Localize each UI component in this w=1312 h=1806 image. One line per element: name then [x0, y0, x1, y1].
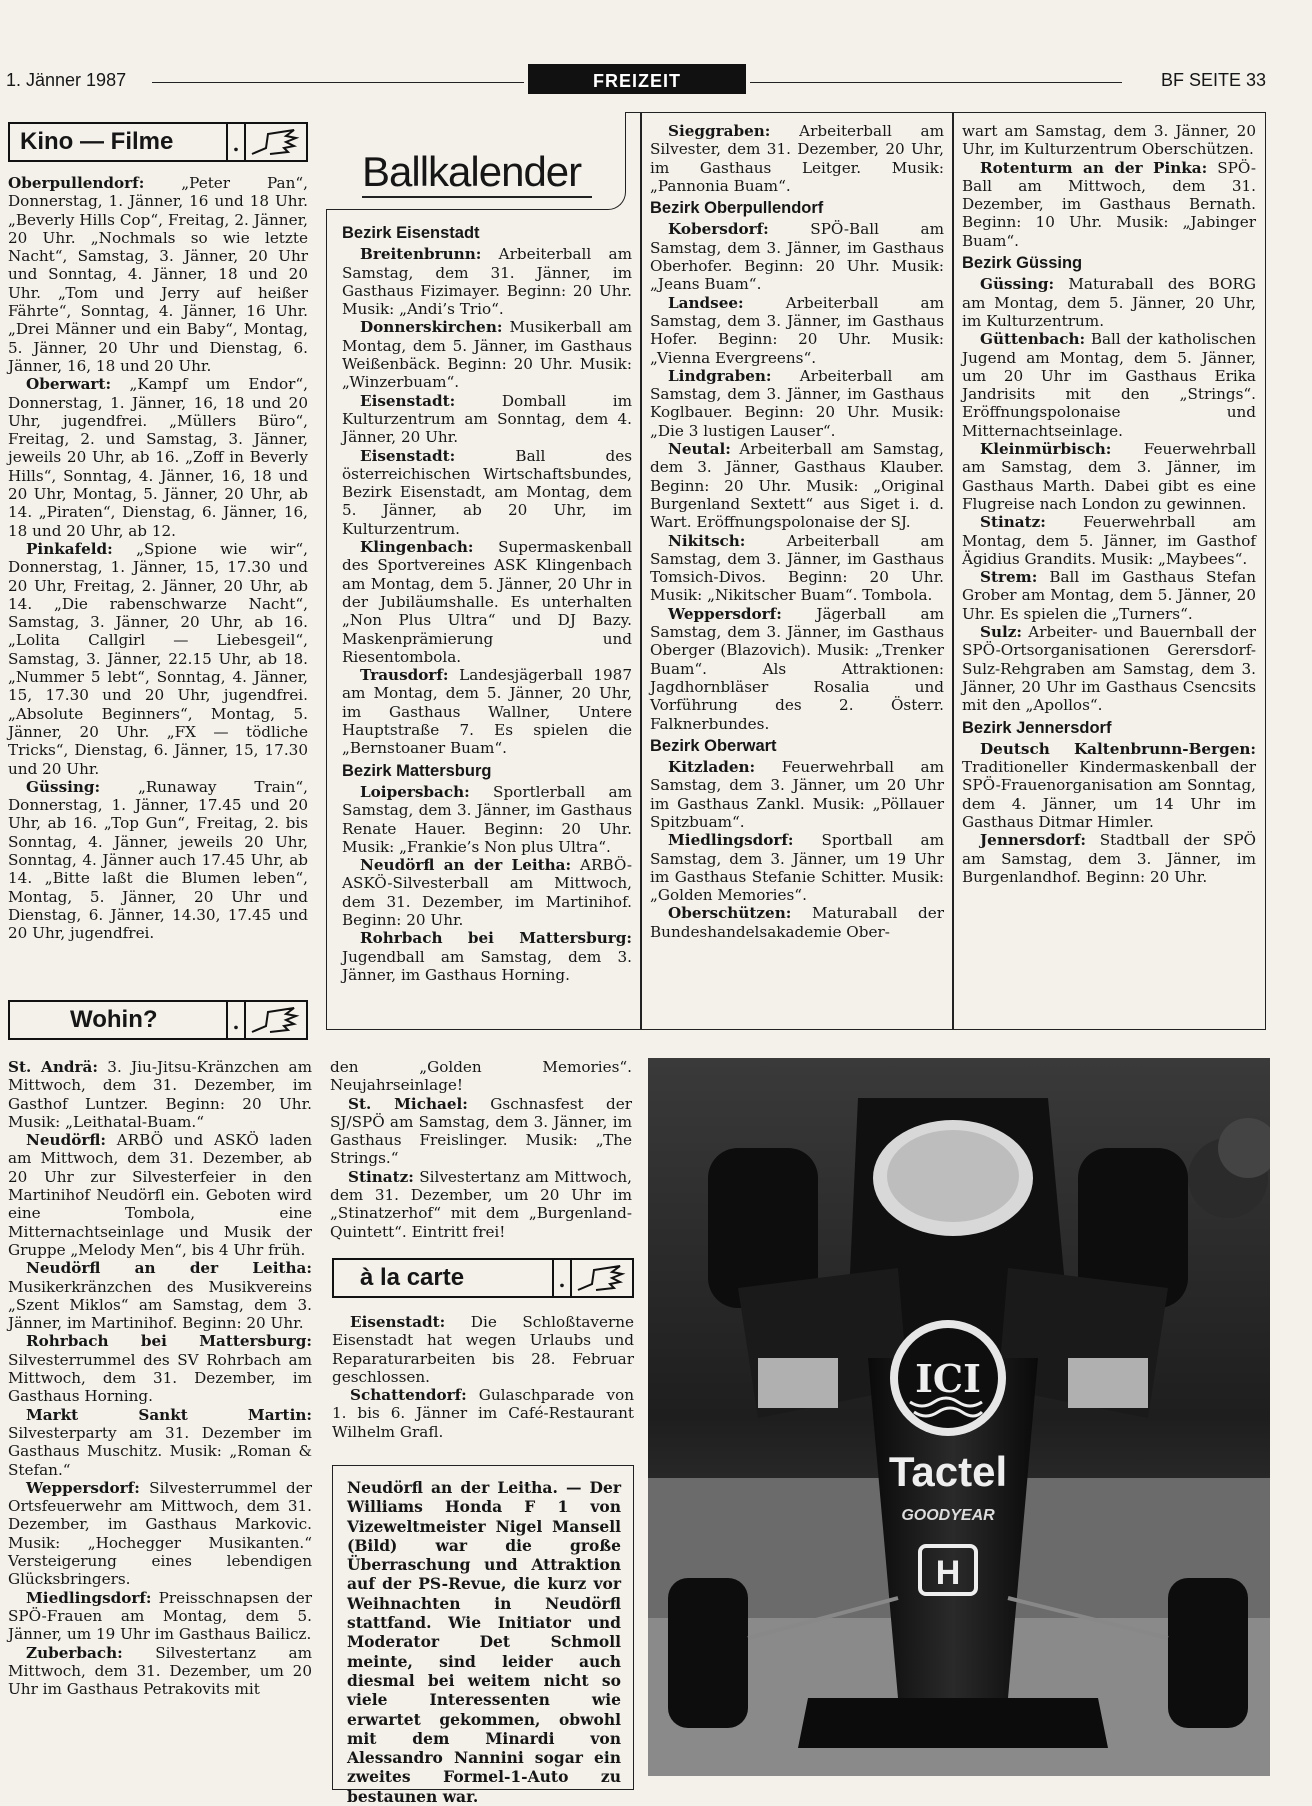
- list-item: St. Andrä: 3. Jiu-Jitsu-Kränzchen am Mittwoch, dem 31. Dezember, im Gasthof Luntzer. Beginn: 20 Uhr. Musik: „Leithatal-Buam.“: [8, 1058, 312, 1131]
- issue-date: 1. Jänner 1987: [6, 70, 127, 90]
- list-item: Neudörfl an der Leitha: Musikerkränzchen des Musikvereins „Szent Miklos“ am Samstag, dem 3. Jänner, im Martinihof. Beginn: 20 Uhr.: [8, 1259, 312, 1333]
- header-rule-left: [152, 82, 524, 83]
- list-item: Neudörfl: ARBÖ und ASKÖ laden am Mittwoch, dem 31. Dezember, ab 20 Uhr zur Silvesterfeier in den Martinihof Neudörfl ein. Geboten wird eine Tombola, eine Mitternachtseinlage und Musik der Gruppe „Melody Men“, bis 4 Uhr früh.: [8, 1131, 312, 1259]
- list-item: St. Michael: Gschnasfest der SJ/SPÖ am Samstag, dem 3. Jänner, im Gasthaus Freislinger. Musik: „The Strings.“: [330, 1094, 633, 1168]
- page-number: BF SEITE 33: [1160, 70, 1266, 90]
- list-item: Eisenstadt: Ball des österreichischen Wirtschaftsbundes, Bezirk Eisenstadt, am Montag, dem 5. Jänner, ab 20 Uhr, im Kulturzentrum.: [342, 446, 632, 538]
- column-rule: [640, 112, 642, 1030]
- list-item: Rotenturm an der Pinka: SPÖ-Ball am Mittwoch, dem 31. Dezember, im Gasthaus Bernath. Beginn: 10 Uhr. Musik: „Jabinger Buam“.: [962, 158, 1256, 250]
- kino-title: Kino — Filme: [20, 128, 174, 155]
- ballkalender-title-box: [326, 112, 626, 210]
- list-item: Weppersdorf: Silvesterrummel der Ortsfeuerwehr am Mittwoch, dem 31. Dezember, im Gasthaus Markovic. Musik: „Hochegger Musikanten.“ Versteigerung eines lebendigen Glücksbringers.: [8, 1478, 312, 1589]
- header-dot: .: [226, 124, 246, 160]
- wohin-text-col1: [8, 1058, 312, 1698]
- list-item: Güssing: „Runaway Train“, Donnerstag, 1. Jänner, 17.45 und 20 Uhr, ab 16. „Top Gun“, Freitag, 2. bis Sonntag, 4. Jänner, jeweils 20 Uhr, Sonntag, 4. Jänner auch 17.45 Uhr, ab 14. „Bitte laßt die Blumen leben“, Montag, 5. Jänner, 20 Uhr und Dienstag, 6. Jänner, 14.30, 17.45 und 20 Uhr, jugendfrei.: [8, 777, 308, 943]
- ball-col3: [962, 122, 1256, 886]
- column-rule: [952, 112, 954, 1030]
- list-item: Landsee: Arbeiterball am Samstag, dem 3. Jänner, im Gasthaus Hofer. Beginn: 20 Uhr. Musik: „Vienna Evergreens“.: [650, 293, 944, 367]
- photo-caption: Neudörfl an der Leitha. — Der Williams Honda F 1 von Vizeweltmeister Nigel Mansell (Bild) war die große Überraschung und Attraktion auf der PS-Revue, die kurz vor Weihnachten in Neudörfl stattfand. Wie Initiator und Moderator Det Schmoll meinte, sind leider auch diesmal bei weitem nicht so viele Interessenten wie erwartet gekommen, obwohl mit dem Minardi von Alessandro Nannini sogar ein zweites Formel-1-Auto zu bestaunen war.: [332, 1465, 634, 1790]
- list-item: Donnerskirchen: Musikerball am Montag, dem 5. Jänner, im Gasthaus Weißenbäck. Beginn: 20 Uhr. Musik: „Winzerbuam“.: [342, 318, 632, 392]
- list-item: Trausdorf: Landesjägerball 1987 am Montag, dem 5. Jänner, 20 Uhr, im Gasthaus Wallner, Untere Hauptstraße 7. Es spielen die „Bernstoaner Buam“.: [342, 666, 632, 758]
- list-item: wart am Samstag, dem 3. Jänner, 20 Uhr, im Kulturzentrum Oberschützen.: [962, 122, 1256, 159]
- sponsor-goodyear: GOODYEAR: [901, 1507, 995, 1524]
- ball-col1: [342, 220, 632, 984]
- list-item: Rohrbach bei Mattersburg: Silvesterrummel des SV Rohrbach am Mittwoch, dem 31. Dezember, im Gasthaus Horning.: [8, 1332, 312, 1406]
- header-rule-right: [750, 82, 1122, 83]
- list-item: Pinkafeld: „Spione wie wir“, Donnerstag, 1. Jänner, 15, 17.30 und 20 Uhr, Freitag, 2. Jänner, 20 Uhr, ab 14. „Die rabenschwarze Nacht“, Samstag, 3. Jänner, 20 Uhr, ab 16. „Lolita Callgirl — Liebesgeil“, Samstag, 3. Jänner, 22.15 Uhr, ab 18. „Nummer 5 lebt“, Sonntag, 4. Jänner, 15, 17.30 und 20 Uhr, jugendfrei. „Absolute Beginners“, Montag, 5. Jänner, 20 Uhr. „FX — tödliche Tricks“, Dienstag, 6. Jänner, 15, 17.30 und 20 Uhr.: [8, 539, 308, 778]
- list-item: Markt Sankt Martin: Silvesterparty am 31. Dezember im Gasthaus Muschitz. Musik: „Roman & Stefan.“: [8, 1405, 312, 1479]
- wohin-title: Wohin?: [70, 1006, 158, 1033]
- list-item: Jennersdorf: Stadtball der SPÖ am Samstag, dem 3. Jänner, im Burgenlandhof. Beginn: 20 Uhr.: [962, 831, 1256, 886]
- list-item: Rohrbach bei Mattersburg: Jugendball am Samstag, dem 3. Jänner, im Gasthaus Horning.: [342, 929, 632, 984]
- kino-header: [8, 122, 308, 162]
- list-item: Sulz: Arbeiter- und Bauernball der SPÖ-Ortsorganisationen Gerersdorf-Sulz-Rehgraben am Samstag, dem 3. Jänner, 20 Uhr im Gasthaus Csencsits mit den „Apollos“.: [962, 623, 1256, 715]
- district-heading: Bezirk Oberpullendorf: [650, 199, 824, 218]
- title-underline: [362, 196, 592, 198]
- list-item: Nikitsch: Arbeiterball am Samstag, dem 3. Jänner, im Gasthaus Tomsich-Divos. Beginn: 20 Uhr. Musik: „Nikitscher Buam“. Tombola.: [650, 531, 944, 605]
- sponsor-ici-logo: ICI: [915, 1356, 981, 1401]
- list-item: Stinatz: Silvestertanz am Mittwoch, dem 31. Dezember, um 20 Uhr im „Stinatzerhof“ mit dem „Burgenland-Quintett“. Eintritt frei!: [330, 1167, 632, 1241]
- list-item: Zuberbach: Silvestertanz am Mittwoch, dem 31. Dezember, um 20 Uhr im Gasthaus Petrakovits mit: [8, 1643, 312, 1699]
- kino-text: [8, 174, 308, 942]
- ball-col2: [650, 122, 944, 941]
- carte-text: [332, 1313, 634, 1441]
- list-item: Neudörfl an der Leitha: ARBÖ-ASKÖ-Silvesterball am Mittwoch, dem 31. Dezember, im Martinihof. Beginn: 20 Uhr.: [342, 856, 632, 929]
- list-item: Klingenbach: Supermaskenball des Sportvereines ASK Klingenbach am Montag, dem 5. Jänner, 20 Uhr in der Jubiläumshalle. Es unterhalten „Non Plus Ultra“ und DJ Bazy. Maskenprämierung und Riesentombola.: [342, 538, 632, 666]
- list-item: den „Golden Memories“. Neujahrseinlage!: [330, 1058, 632, 1095]
- header-dot: .: [552, 1260, 572, 1296]
- pointing-hand-icon: [572, 1260, 632, 1296]
- list-item: Deutsch Kaltenbrunn-Bergen: Traditioneller Kindermaskenball der SPÖ-Frauenorganisation am Sonntag, dem 4. Jänner, um 14 Uhr im Gasthaus Ditmar Himler.: [962, 739, 1256, 831]
- list-item: Loipersbach: Sportlerball am Samstag, dem 3. Jänner, im Gasthaus Renate Hauer. Beginn: 20 Uhr. Musik: „Frankie’s Non plus Ultra“.: [342, 782, 632, 856]
- district-heading: Bezirk Mattersburg: [342, 761, 492, 780]
- sponsor-tactel: Tactel: [888, 1448, 1008, 1495]
- list-item: Eisenstadt: Die Schloßtaverne Eisenstadt hat wegen Urlaubs und Reparaturarbeiten bis 28. Februar geschlossen.: [332, 1313, 634, 1386]
- district-heading: Bezirk Jennersdorf: [962, 718, 1112, 737]
- list-item: Sieggraben: Arbeiterball am Silvester, dem 31. Dezember, 20 Uhr, im Gasthaus Leitger. Musik: „Pannonia Buam“.: [650, 122, 944, 195]
- list-item: Neutal: Arbeiterball am Samstag, dem 3. Jänner, Gasthaus Klauber. Beginn: 20 Uhr. Musik: „Original Burgenland Sextett“ aus Siget i. d. Wart. Eröffnungspolonaise der SJ.: [650, 440, 944, 532]
- list-item: Strem: Ball im Gasthaus Stefan Grober am Montag, dem 5. Jänner, 20 Uhr. Es spielen die „Turners“.: [962, 568, 1256, 623]
- wohin-header: [8, 1000, 308, 1040]
- list-item: Kitzladen: Feuerwehrball am Samstag, dem 3. Jänner, um 20 Uhr im Gasthaus Zankl. Musik: „Pöllauer Spitzbuam“.: [650, 758, 944, 831]
- list-item: Miedlingsdorf: Preisschnapsen der SPÖ-Frauen am Montag, dem 5. Jänner, um 19 Uhr im Gasthaus Bailicz.: [8, 1588, 312, 1644]
- header-dot: .: [226, 1002, 246, 1038]
- district-heading: Bezirk Güssing: [962, 254, 1083, 273]
- district-heading: Bezirk Oberwart: [650, 736, 777, 755]
- pointing-hand-icon: [246, 124, 306, 160]
- list-item: Oberwart: „Kampf um Endor“, Donnerstag, 1. Jänner, 16, 18 und 20 Uhr, jugendfrei. „Müllers Büro“, Freitag, 2. und Samstag, 3. Jänner, jeweils 20 Uhr, ab 16. „Zoff in Beverly Hills“, Sonntag, 4. Jänner, 16, 18 und 20 Uhr, Montag, 5. Jänner, 20 Uhr, ab 14. „Piraten“, Dienstag, 6. Jänner, 16, 18 und 20 Uhr, ab 12.: [8, 375, 308, 540]
- wohin-text-col2: [330, 1058, 632, 1241]
- race-car-photo: [648, 1058, 1270, 1776]
- list-item: Miedlingsdorf: Sportball am Samstag, dem 3. Jänner, um 19 Uhr im Gasthaus Stefanie Schitter. Musik: „Golden Memories“.: [650, 831, 944, 905]
- list-item: Lindgraben: Arbeiterball am Samstag, dem 3. Jänner, im Gasthaus Koglbauer. Beginn: 20 Uhr. Musik: „Die 3 lustigen Lauser“.: [650, 366, 944, 440]
- list-item: Kobersdorf: SPÖ-Ball am Samstag, dem 3. Jänner, im Gasthaus Oberhofer. Beginn: 20 Uhr. Musik: „Jeans Buam“.: [650, 220, 944, 294]
- carte-header: [332, 1258, 634, 1298]
- list-item: Schattendorf: Gulaschparade von 1. bis 6. Jänner im Café-Restaurant Wilhelm Grafl.: [332, 1386, 634, 1441]
- list-item: Weppersdorf: Jägerball am Samstag, dem 3. Jänner, im Gasthaus Oberger (Blazovich). Musik: „Trenker Buam“. Als Attraktionen: Jagdhornbläser Rosalia und Vorführung des 2. Österr. Falknerbundes.: [650, 604, 944, 733]
- list-item: Güssing: Maturaball des BORG am Montag, dem 5. Jänner, 20 Uhr, im Kulturzentrum.: [962, 275, 1256, 330]
- pointing-hand-icon: [246, 1002, 306, 1038]
- district-heading: Bezirk Eisenstadt: [342, 224, 480, 242]
- ballkalender-title: Ballkalender: [362, 148, 582, 195]
- list-item: Kleinmürbisch: Feuerwehrball am Samstag, dem 3. Jänner, im Gasthaus Marth. Dabei gibt es eine Flugreise nach London zu gewinnen.: [962, 440, 1256, 513]
- list-item: Breitenbrunn: Arbeiterball am Samstag, dem 31. Jänner, im Gasthaus Fizimayer. Beginn: 20 Uhr. Musik: „Andi’s Trio“.: [342, 245, 632, 319]
- list-item: Stinatz: Feuerwehrball am Montag, dem 5. Jänner, im Gasthof Ägidius Grandits. Musik: „Maybees“.: [962, 513, 1256, 568]
- list-item: Güttenbach: Ball der katholischen Jugend am Montag, dem 5. Jänner, um 20 Uhr im Gasthaus Erika Jandrisits mit den „Strings“. Eröffnungspolonaise und Mitternachtseinlage.: [962, 330, 1256, 440]
- list-item: Oberschützen: Maturaball der Bundeshandelsakademie Ober-: [650, 904, 944, 941]
- honda-logo: H: [935, 1554, 961, 1592]
- carte-title: à la carte: [360, 1264, 465, 1291]
- list-item: Eisenstadt: Domball im Kulturzentrum am Sonntag, dem 4. Jänner, 20 Uhr.: [342, 391, 632, 447]
- list-item: Oberpullendorf: „Peter Pan“, Donnerstag, 1. Jänner, 16 und 18 Uhr. „Beverly Hills Cop“, Freitag, 2. Jänner, 20 Uhr. „Nochmals so wie letzte Nacht“, Samstag, 3. Jänner, 20 Uhr und Sonntag, 4. Jänner, 18 und 20 Uhr. „Tom und Jerry auf heißer Fährte“, Sonntag, 4. Jänner, 16 Uhr. „Drei Männer und ein Baby“, Montag, 5. Jänner, 20 Uhr und Dienstag, 6. Jänner, 16, 18 und 20 Uhr.: [8, 174, 308, 375]
- section-title: FREIZEIT: [528, 64, 746, 94]
